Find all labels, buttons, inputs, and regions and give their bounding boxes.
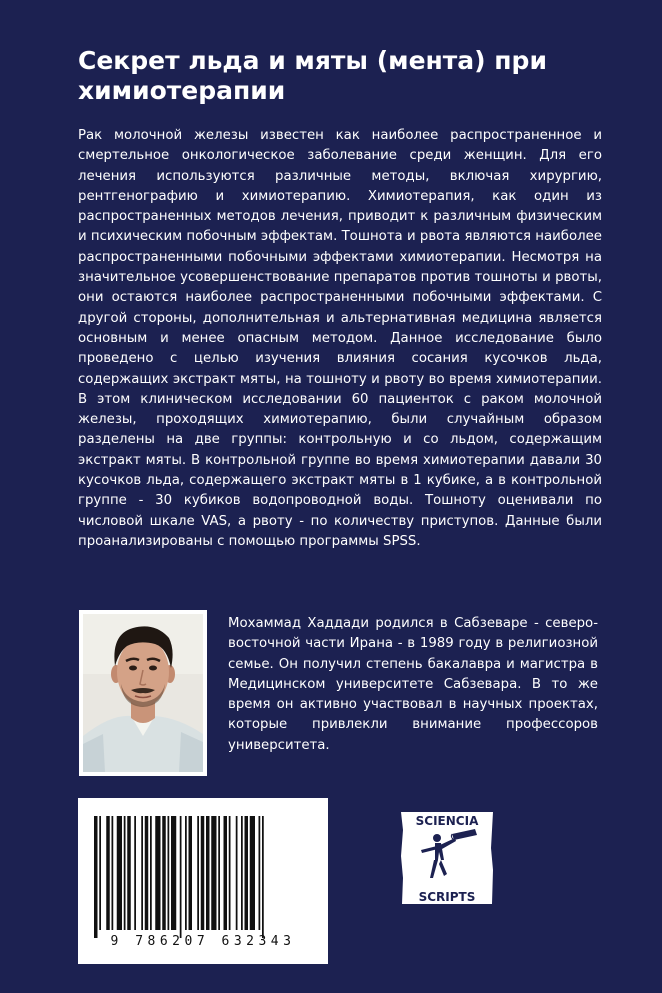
barcode-bar — [241, 816, 243, 930]
author-bio: Мохаммад Хаддади родился в Сабзеваре - северо-восточной части Ирана - в 1989 году в религиозной семье. Он получил степень бакалавра и магистра в Медицинском университете Сабзевара. В то же время он активно участвовал в научных проектах, которые привлекли внимание профессоров университета. — [228, 616, 598, 753]
barcode-bar — [94, 816, 98, 938]
barcode-bar — [180, 816, 182, 938]
barcode-bar — [229, 816, 231, 930]
barcode-bar — [259, 816, 261, 930]
author-photo — [79, 610, 207, 776]
barcode-bar — [262, 816, 264, 938]
barcode-bars — [78, 798, 328, 938]
barcode-bar — [201, 816, 205, 930]
barcode-bar — [218, 816, 220, 930]
author-portrait-icon — [83, 614, 203, 772]
barcode-bar — [127, 816, 131, 930]
isbn-digits: 9 786207 632343 — [110, 934, 296, 949]
barcode-bar — [206, 816, 210, 930]
publisher-logo — [397, 808, 497, 908]
barcode-bar — [112, 816, 114, 930]
barcode-bar — [245, 816, 249, 930]
barcode-bar — [224, 816, 228, 930]
logo-top-text: SCIENCIA — [415, 814, 479, 828]
barcode-bar — [145, 816, 149, 930]
barcode-bar — [211, 816, 216, 930]
book-abstract: Рак молочной железы известен как наиболее распространенное и смертельное онкологическое заболевание среди женщин. Для его лечения используются различные методы, включая хирургию, рентгенографию и химиотерапию. Химиотерапия, как один из распространенных методов лечения, приводит к различным физическим и психическим побочным эффектам. Тошнота и рвота являются наиболее распространенными побочными эффектами химиотерапии. Несмотря на значительное усовершенствование препаратов против тошноты и рвоты, они остаются наиболее распространенными побочными эффектами. С другой стороны, дополнительная и альтернативная медицина является основным и менее опасным методом. Данное исследование было проведено с целью изучения влияния сосания кусочков льда, содержащих экстракт мяты, на тошноту и рвоту во время химиотерапии. В этом клиническом исследовании 60 пациенток с раком молочной железы, проходящих химиотерапию, были случайным образом разделены на две группы: контрольную и со льдом, содержащим экстракт мяты. В контрольной группе во время химиотерапии давали 30 кусочков льда, содержащего экстракт мяты в 1 кубике, а в контрольной группе - 30 кубиков водопроводной воды. Тошноту оценивали по числовой шкале VAS, а рвоту - по количеству приступов. Данные были проанализированы с помощью программы SPSS. — [78, 128, 602, 549]
barcode-bar — [99, 816, 101, 930]
barcode-bar — [155, 816, 160, 930]
barcode-bar — [117, 816, 122, 930]
isbn-barcode — [78, 798, 328, 964]
barcode-bar — [171, 816, 176, 930]
barcode-bar — [185, 816, 187, 930]
barcode-bar — [141, 816, 143, 930]
barcode-bar — [189, 816, 193, 930]
barcode-bar — [168, 816, 170, 930]
barcode-bar — [124, 816, 126, 930]
logo-bottom-text: SCRIPTS — [418, 890, 476, 904]
barcode-bar — [150, 816, 152, 930]
barcode-bar — [197, 816, 199, 930]
barcode-bar — [162, 816, 166, 930]
barcode-bar — [250, 816, 255, 930]
barcode-bar — [134, 816, 136, 930]
barcode-bar — [236, 816, 238, 930]
barcode-bar — [106, 816, 110, 930]
book-title: Секрет льда и мяты (мента) при химиотерапии — [78, 46, 547, 105]
